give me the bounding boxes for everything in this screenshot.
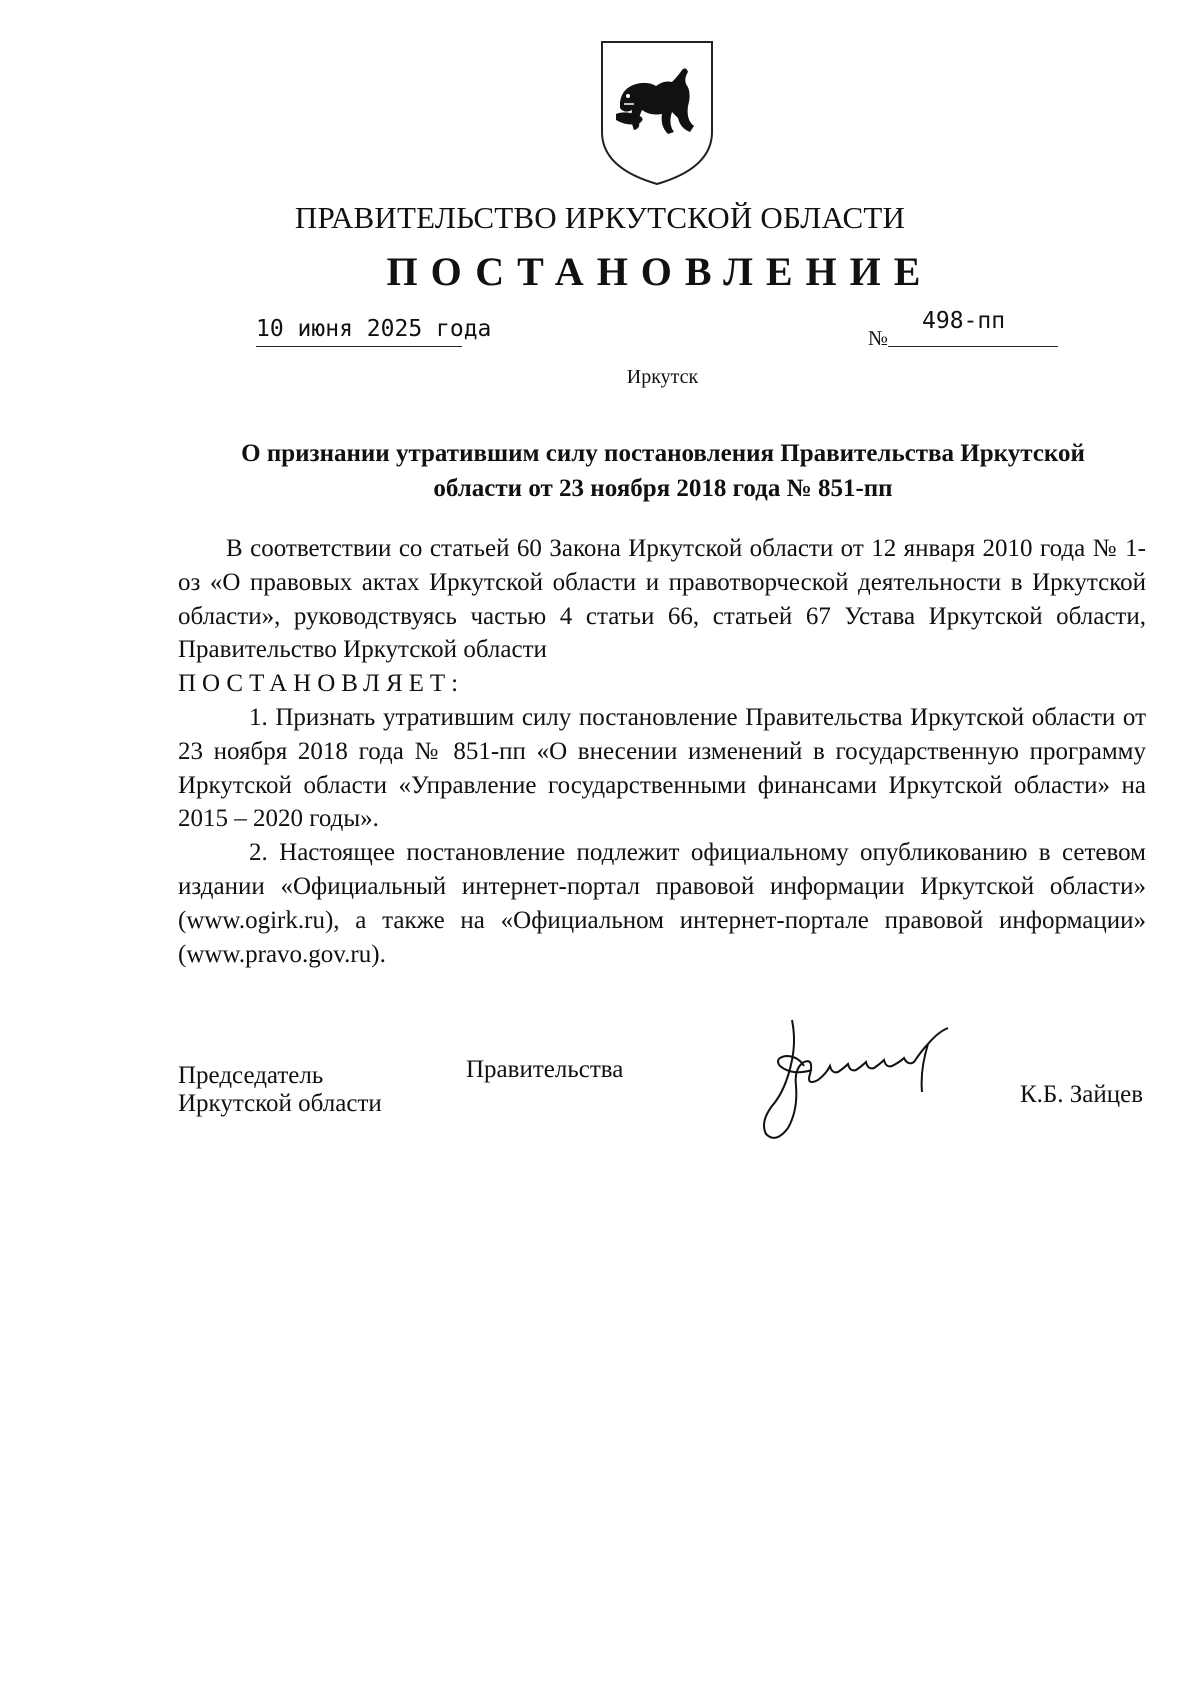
decree-item-2: 2. Настоящее постановление подлежит официальному опубликованию в сетевом издании «Официальный интернет-портал правовой информации Иркутской области» (www.ogirk.ru), а также на «Официальном интернет-портале правовой информации» (www.pravo.gov.ru). xyxy=(178,839,1146,968)
decree-item-1: 1. Признать утратившим силу постановление Правительства Иркутской области от 23 ноября 2018 года № 851-пп «О внесении изменений в государственную программу Иркутской области «Управление государственными финансами Иркутской области» на 2015 – 2020 годы». xyxy=(178,703,1146,833)
signatory-position xyxy=(178,1062,382,1118)
document-date: 10 июня 2025 года xyxy=(256,316,492,342)
preamble-paragraph: В соответствии со статьей 60 Закона Иркутской области от 12 января 2010 года № 1-оз «О правовых актах Иркутской области и правотворческой деятельности в Иркутской области», руководствуясь частью 4 статьи 66, статьей 67 Устава Иркутской области, Правительство Иркутской области xyxy=(178,535,1146,664)
handwritten-signature xyxy=(752,1010,992,1150)
document-number: 498-пп xyxy=(922,308,1006,334)
signatory-name: К.Б. Зайцев xyxy=(1020,1081,1144,1108)
date-underline xyxy=(256,346,462,347)
number-underline xyxy=(888,346,1058,347)
position-line-2: Иркутской области xyxy=(178,1090,382,1117)
title-line-2: области от 23 ноября 2018 года № 851-пп xyxy=(433,475,893,502)
title-line-1: О признании утратившим силу постановления Правительства Иркутской xyxy=(241,440,1085,467)
position-line-1: Председатель xyxy=(178,1062,324,1089)
document-title xyxy=(178,436,1148,506)
document-type: ПОСТАНОВЛЕНИЕ xyxy=(386,249,934,294)
organization-name: ПРАВИТЕЛЬСТВО ИРКУТСКОЙ ОБЛАСТИ xyxy=(294,200,906,235)
position-government: Правительства xyxy=(466,1056,624,1083)
decree-word: ПОСТАНОВЛЯЕТ: xyxy=(178,670,465,698)
document-body xyxy=(178,532,1146,971)
city: Иркутск xyxy=(626,366,699,388)
coat-of-arms-emblem xyxy=(598,40,716,186)
number-sign: № xyxy=(868,326,889,350)
